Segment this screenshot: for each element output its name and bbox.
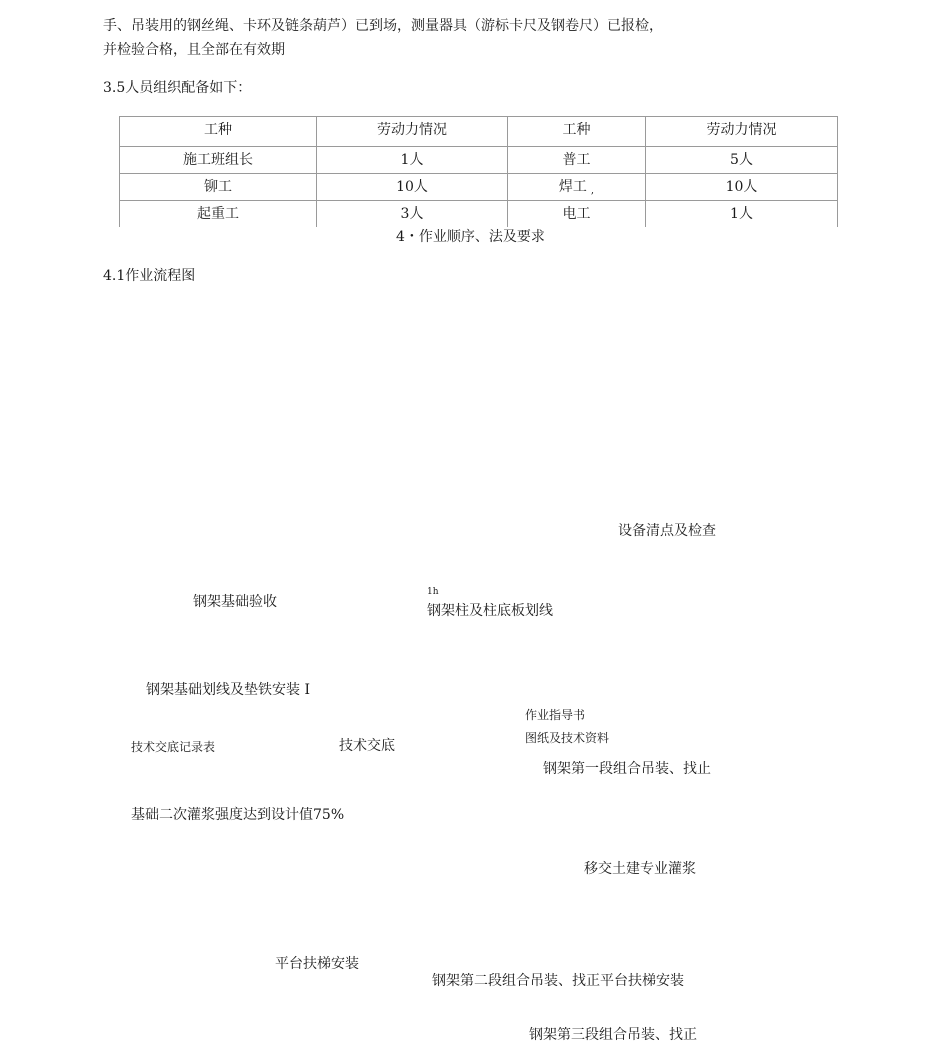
table-header-cell: 劳动力情况 <box>317 117 508 147</box>
intro-line-1: 手、吊装用的钢丝绳、卡环及链条葫芦）已到场，测量器具（游标卡尺及钢卷尺）已报检， <box>103 18 663 34</box>
table-cell: 10人 <box>317 174 508 201</box>
table-cell: 起重工 <box>120 201 317 228</box>
table-cell <box>508 174 646 201</box>
table-cell: 普工 <box>508 147 646 174</box>
section-4-heading: 4・作业顺序、法及要求 <box>396 229 545 245</box>
flow-stray-mark: 1h <box>427 587 439 597</box>
table-cell: 铆工 <box>120 174 317 201</box>
flow-foundation-marking: 钢架基础划线及垫铁安装 I <box>146 682 310 698</box>
flow-tech-briefing: 技术交底 <box>339 738 395 754</box>
table-header-row <box>120 117 838 147</box>
table-row <box>120 174 838 201</box>
table-cell: 1人 <box>317 147 508 174</box>
flow-briefing-record: 技术交底记录表 <box>131 740 216 754</box>
stray-mark: , <box>590 185 595 196</box>
table-cell: 10人 <box>646 174 838 201</box>
flow-drawings: 图纸及技术资料 <box>525 731 610 745</box>
section-4-1-heading: 4.1作业流程图 <box>103 268 196 284</box>
table-cell: 1人 <box>646 201 838 228</box>
section-3-5-heading: 3.5人员组织配备如下： <box>103 80 252 96</box>
table-cell: 施工班组长 <box>120 147 317 174</box>
flow-frame-section-3: 钢架第三段组合吊装、找正 <box>529 1027 697 1043</box>
table-row <box>120 201 838 228</box>
table-cell-text: 焊工 <box>558 179 587 195</box>
table-header-cell: 工种 <box>508 117 646 147</box>
flow-platform-ladder: 平台扶梯安装 <box>275 956 359 972</box>
flow-civil-grouting: 移交土建专业灌浆 <box>584 861 696 877</box>
flow-frame-section-1: 钢架第一段组合吊装、找止 <box>543 761 711 777</box>
flow-foundation-acceptance: 钢架基础验收 <box>193 594 277 610</box>
staff-table <box>119 116 838 227</box>
table-header-cell: 劳动力情况 <box>646 117 838 147</box>
table-cell: 3人 <box>317 201 508 228</box>
table-cell: 5人 <box>646 147 838 174</box>
flow-column-marking: 钢架柱及柱底板划线 <box>427 603 553 619</box>
flow-frame-section-2: 钢架第二段组合吊装、找正平台扶梯安装 <box>432 973 684 989</box>
table-header-cell: 工种 <box>120 117 317 147</box>
flow-grouting-strength: 基础二次灌浆强度达到设计值75% <box>131 807 345 823</box>
flow-equipment-check: 设备清点及检查 <box>618 523 716 539</box>
table-row <box>120 147 838 174</box>
flow-work-instruction: 作业指导书 <box>525 708 586 722</box>
table-cell: 电工 <box>508 201 646 228</box>
intro-line-2: 并检验合格，且全部在有效期 <box>103 42 285 58</box>
